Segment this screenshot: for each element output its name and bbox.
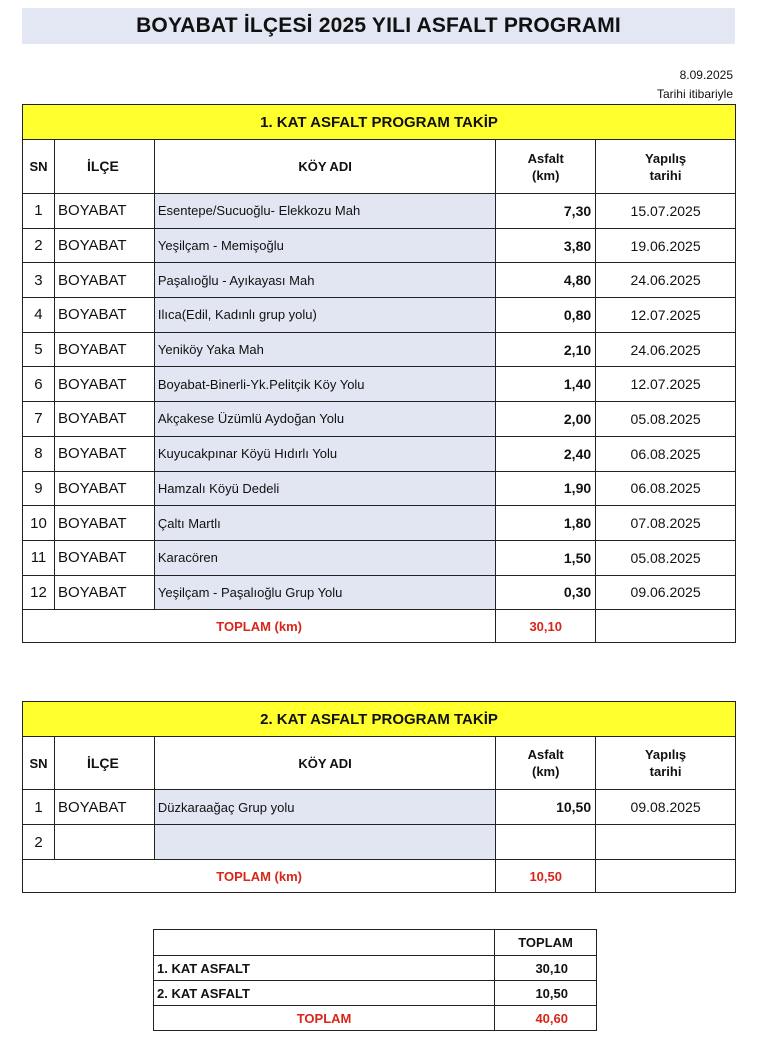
report-date: 8.09.2025 [679,68,733,82]
cell-sn: 4 [23,298,55,333]
table-second-layer [22,701,736,893]
cell-sn: 5 [23,332,55,367]
cell-ilce: BOYABAT [54,506,154,541]
cell-koy: Ilıca(Edil, Kadınlı grup yolu) [154,298,495,333]
table-row [23,298,736,333]
cell-tarih: 07.08.2025 [596,506,736,541]
summary-row-label: 1. KAT ASFALT [154,956,495,981]
cell-sn: 9 [23,471,55,506]
table-row [23,790,736,825]
cell-asfalt: 1,90 [496,471,596,506]
table-row [23,540,736,575]
cell-ilce: BOYABAT [54,332,154,367]
cell-tarih: 09.06.2025 [596,575,736,610]
summary-total-label: TOPLAM [154,1006,495,1031]
table2-heading: 2. KAT ASFALT PROGRAM TAKİP [23,702,736,737]
cell-sn: 7 [23,402,55,437]
summary-table [153,929,597,1031]
cell-sn: 2 [23,228,55,263]
cell-asfalt: 2,40 [496,436,596,471]
col-asfalt-label: Asfalt [527,747,564,762]
cell-asfalt: 0,30 [496,575,596,610]
cell-koy: Yeşilçam - Paşalıoğlu Grup Yolu [154,575,495,610]
cell-tarih: 06.08.2025 [596,471,736,506]
cell-sn: 11 [23,540,55,575]
col-ilce: İLÇE [54,737,154,790]
table2-total-empty [596,860,736,893]
col-tarih [596,140,736,194]
cell-koy: Düzkaraağaç Grup yolu [154,790,495,825]
summary-row-value: 10,50 [495,981,597,1006]
cell-asfalt: 0,80 [496,298,596,333]
cell-sn: 1 [23,790,55,825]
summary-total-value: 40,60 [495,1006,597,1031]
cell-ilce: BOYABAT [54,471,154,506]
table1-total-value: 30,10 [496,610,596,643]
col-sn: SN [23,140,55,194]
cell-asfalt: 7,30 [496,194,596,229]
col-asfalt-unit: (km) [532,167,560,183]
summary-row-value: 30,10 [495,956,597,981]
table-row [23,825,736,860]
cell-asfalt: 2,10 [496,332,596,367]
col-ilce: İLÇE [54,140,154,194]
table1-total-empty [596,610,736,643]
cell-tarih: 15.07.2025 [596,194,736,229]
col-asfalt [496,737,596,790]
cell-ilce: BOYABAT [54,436,154,471]
cell-asfalt: 4,80 [496,263,596,298]
cell-sn: 3 [23,263,55,298]
cell-ilce: BOYABAT [54,575,154,610]
cell-koy: Paşalıoğlu - Ayıkayası Mah [154,263,495,298]
summary-header: TOPLAM [495,930,597,956]
table2-total-label: TOPLAM (km) [23,860,496,893]
table-row [23,228,736,263]
cell-sn: 6 [23,367,55,402]
cell-tarih: 06.08.2025 [596,436,736,471]
cell-asfalt: 1,40 [496,367,596,402]
cell-asfalt: 3,80 [496,228,596,263]
date-block [657,66,733,104]
cell-tarih: 09.08.2025 [596,790,736,825]
col-sn: SN [23,737,55,790]
cell-koy: Yeşilçam - Memişoğlu [154,228,495,263]
cell-asfalt: 1,50 [496,540,596,575]
cell-koy: Çaltı Martlı [154,506,495,541]
cell-koy [154,825,495,860]
table-row [23,506,736,541]
table-row [23,402,736,437]
col-asfalt [496,140,596,194]
cell-ilce: BOYABAT [54,263,154,298]
col-tarih [596,737,736,790]
col-asfalt-label: Asfalt [527,150,564,166]
table1-total-label: TOPLAM (km) [23,610,496,643]
page-title: BOYABAT İLÇESİ 2025 YILI ASFALT PROGRAMI [22,8,735,44]
cell-tarih: 12.07.2025 [596,298,736,333]
cell-tarih: 19.06.2025 [596,228,736,263]
cell-koy: Akçakese Üzümlü Aydoğan Yolu [154,402,495,437]
cell-ilce: BOYABAT [54,194,154,229]
table-row [23,575,736,610]
cell-ilce: BOYABAT [54,790,154,825]
cell-ilce: BOYABAT [54,540,154,575]
cell-koy: Yeniköy Yaka Mah [154,332,495,367]
table-row [23,436,736,471]
cell-ilce: BOYABAT [54,402,154,437]
cell-koy: Boyabat-Binerli-Yk.Pelitçik Köy Yolu [154,367,495,402]
cell-asfalt [496,825,596,860]
col-koy: KÖY ADI [154,737,495,790]
col-tarih-label: Yapılış [644,747,687,762]
cell-tarih: 05.08.2025 [596,540,736,575]
cell-ilce: BOYABAT [54,367,154,402]
col-tarih-label2: tarihi [649,167,682,183]
cell-tarih: 05.08.2025 [596,402,736,437]
cell-asfalt: 2,00 [496,402,596,437]
cell-sn: 2 [23,825,55,860]
col-koy: KÖY ADI [154,140,495,194]
col-tarih-label2: tarihi [649,764,682,779]
cell-tarih: 12.07.2025 [596,367,736,402]
table-row [23,263,736,298]
cell-tarih [596,825,736,860]
table1-heading: 1. KAT ASFALT PROGRAM TAKİP [23,105,736,140]
table-row [23,332,736,367]
cell-koy: Esentepe/Sucuoğlu- Elekkozu Mah [154,194,495,229]
cell-asfalt: 1,80 [496,506,596,541]
col-asfalt-unit: (km) [531,764,560,779]
table-row [23,367,736,402]
cell-koy: Karacören [154,540,495,575]
cell-tarih: 24.06.2025 [596,332,736,367]
summary-header-empty [154,930,495,956]
cell-koy: Hamzalı Köyü Dedeli [154,471,495,506]
cell-tarih: 24.06.2025 [596,263,736,298]
cell-ilce [54,825,154,860]
cell-sn: 8 [23,436,55,471]
col-tarih-label: Yapılış [644,150,687,166]
table-first-layer [22,104,736,643]
cell-ilce: BOYABAT [54,228,154,263]
cell-sn: 12 [23,575,55,610]
cell-sn: 10 [23,506,55,541]
table-row [23,194,736,229]
cell-sn: 1 [23,194,55,229]
cell-ilce: BOYABAT [54,298,154,333]
report-date-note: Tarihi itibariyle [656,87,733,101]
cell-koy: Kuyucakpınar Köyü Hıdırlı Yolu [154,436,495,471]
summary-row-label: 2. KAT ASFALT [154,981,495,1006]
table2-total-value: 10,50 [496,860,596,893]
cell-asfalt: 10,50 [496,790,596,825]
table-row [23,471,736,506]
